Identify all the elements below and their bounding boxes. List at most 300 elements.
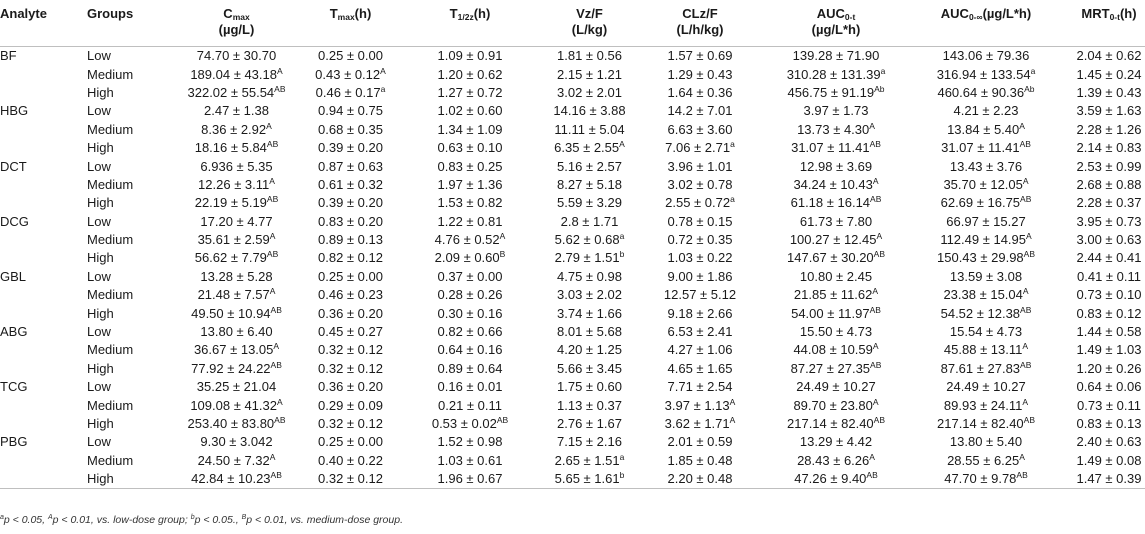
cell-value: 2.47 ± 1.38 — [204, 103, 269, 119]
cell-value: 13.73 ± 4.30 — [797, 121, 870, 137]
cell-auc0t — [758, 139, 914, 157]
header-thalf-unit: (h) — [473, 6, 491, 21]
cell-vzf — [537, 84, 642, 102]
header-tmax-text: T — [329, 6, 338, 21]
cell-cmax — [175, 378, 298, 396]
significance-mark: AB — [869, 139, 881, 150]
cell-value: 0.39 ± 0.20 — [318, 140, 383, 156]
significance-mark: A — [876, 231, 883, 242]
table-row — [0, 213, 1145, 231]
cell-auc0inf — [914, 102, 1058, 120]
cell-value: 0.29 ± 0.09 — [318, 397, 383, 413]
group-name: High — [87, 140, 114, 156]
cell-auc0t — [758, 470, 914, 489]
footnote-mark: B — [241, 514, 247, 521]
header-cmax-subscript: max — [232, 12, 250, 22]
cell-value: 310.28 ± 131.39 — [786, 66, 881, 82]
cell-value: 0.61 ± 0.32 — [318, 176, 383, 192]
significance-mark: a — [619, 231, 625, 242]
group-name: Medium — [87, 66, 134, 82]
cell-value: 0.37 ± 0.00 — [437, 268, 503, 284]
cell-value: 100.27 ± 12.45 — [789, 232, 877, 248]
cell-value: 13.29 ± 4.42 — [799, 434, 873, 450]
cell-tmax — [298, 360, 403, 378]
header-clzf-unit: (L/h/kg) — [676, 22, 724, 37]
cell-cmax — [175, 213, 298, 231]
cell-tmax — [298, 121, 403, 139]
table-row — [0, 470, 1145, 489]
cell-clzf — [642, 304, 758, 322]
cell-cmax — [175, 176, 298, 194]
cell-value: 5.16 ± 2.57 — [557, 158, 622, 174]
table-row — [0, 360, 1145, 378]
cell-vzf — [537, 304, 642, 322]
cell-value: 1.57 ± 0.69 — [667, 48, 733, 64]
cell-value: 35.25 ± 21.04 — [196, 379, 277, 395]
group-name: Low — [87, 379, 111, 395]
cell-value: 31.07 ± 11.41 — [941, 140, 1020, 156]
group-name: High — [87, 416, 114, 431]
cell-value: 0.32 ± 0.12 — [318, 471, 383, 487]
significance-mark: A — [872, 341, 879, 352]
group-name: Medium — [87, 397, 134, 413]
cell-value: 1.22 ± 0.81 — [437, 213, 503, 229]
cell-vzf — [537, 47, 642, 66]
header-vzf-text: Vz/F — [576, 6, 603, 21]
cell-auc0t — [758, 433, 914, 451]
cell-value: 3.62 ± 1.71 — [664, 416, 730, 431]
cell-thalf — [403, 415, 537, 433]
cell-auc0inf — [914, 139, 1058, 157]
significance-mark: A — [1019, 120, 1025, 131]
significance-mark: AB — [270, 304, 282, 315]
cell-thalf — [403, 378, 537, 396]
cell-value: 0.32 ± 0.12 — [318, 342, 383, 358]
significance-mark: AB — [870, 194, 882, 205]
group-name: Medium — [87, 232, 134, 248]
significance-mark: AB — [270, 359, 282, 370]
group-name: Low — [87, 324, 111, 340]
cell-value: 0.16 ± 0.01 — [437, 379, 503, 395]
cell-value: 0.83 ± 0.20 — [318, 213, 383, 229]
cell-vzf — [537, 415, 642, 433]
cell-value: 24.49 ± 10.27 — [796, 379, 876, 395]
cell-value: 1.52 ± 0.98 — [437, 434, 503, 450]
cell-value: 3.00 ± 0.63 — [1076, 232, 1142, 248]
footnote-mark: a — [0, 514, 4, 521]
group-name: Low — [87, 158, 111, 174]
cell-value: 0.63 ± 0.10 — [437, 140, 503, 156]
significance-mark: A — [273, 341, 280, 352]
cell-value: 89.93 ± 24.11 — [943, 397, 1023, 413]
header-auc0inf-text: AUC — [940, 6, 969, 21]
analyte-name — [0, 231, 87, 249]
cell-vzf — [537, 452, 642, 470]
analyte-name — [0, 65, 87, 83]
cell-value: 6.63 ± 3.60 — [667, 121, 733, 137]
group-name: Low — [87, 103, 111, 119]
significance-mark: AB — [873, 249, 885, 260]
cell-thalf — [403, 213, 537, 231]
significance-mark: A — [269, 231, 276, 242]
cell-value: 3.02 ± 0.78 — [667, 176, 733, 192]
analyte-name: PBG — [0, 434, 28, 450]
header-clzf-label — [677, 6, 724, 38]
significance-mark: AB — [1020, 194, 1032, 205]
analyte-name — [0, 396, 87, 414]
cell-clzf — [642, 415, 758, 433]
cell-vzf — [537, 102, 642, 120]
cell-mrt — [1058, 341, 1145, 359]
cell-value: 6.35 ± 2.55 — [554, 140, 620, 156]
significance-mark: AB — [266, 249, 279, 260]
group-name: Medium — [87, 121, 134, 137]
cell-value: 42.84 ± 10.23 — [191, 471, 271, 487]
cell-value: 35.70 ± 12.05 — [943, 176, 1023, 192]
cell-value: 7.06 ± 2.71 — [665, 140, 731, 156]
cell-value: 3.97 ± 1.73 — [803, 103, 869, 119]
cell-value: 0.83 ± 0.25 — [437, 158, 503, 174]
cell-thalf — [403, 176, 537, 194]
cell-thalf — [403, 84, 537, 102]
cell-vzf — [537, 341, 642, 359]
group-name: Medium — [87, 342, 134, 358]
cell-value: 2.14 ± 0.83 — [1076, 140, 1142, 156]
cell-value: 0.64 ± 0.16 — [437, 342, 503, 358]
significance-mark: B — [499, 249, 506, 260]
cell-mrt — [1058, 249, 1145, 267]
cell-thalf — [403, 286, 537, 304]
cell-value: 0.45 ± 0.27 — [318, 324, 383, 340]
header-row — [0, 0, 1145, 47]
header-auc0inf — [914, 0, 1058, 47]
significance-mark: A — [1022, 396, 1029, 407]
cell-auc0t — [758, 157, 914, 175]
cell-auc0t — [758, 286, 914, 304]
footnote-mark: b — [190, 514, 195, 521]
cell-value: 44.08 ± 10.59 — [793, 342, 873, 358]
footnote-text: p < 0.01, vs. medium-dose group. — [246, 514, 403, 526]
cell-value: 13.59 ± 3.08 — [949, 268, 1023, 284]
cell-value: 217.14 ± 82.40 — [787, 416, 874, 431]
significance-mark: A — [269, 286, 276, 297]
significance-mark: A — [619, 139, 625, 150]
footnote-text: p < 0.05., — [194, 514, 242, 526]
cell-auc0inf — [914, 194, 1058, 212]
header-auc0inf-unit: (µg/L*h) — [982, 6, 1032, 21]
analyte-name — [0, 139, 87, 157]
cell-value: 1.13 ± 0.37 — [557, 397, 622, 413]
significance-mark: b — [619, 249, 625, 260]
cell-value: 1.29 ± 0.43 — [667, 66, 733, 82]
cell-auc0inf — [914, 323, 1058, 341]
cell-tmax — [298, 470, 403, 489]
analyte-name: TCG — [0, 379, 28, 395]
significance-mark: AB — [1020, 359, 1032, 370]
cell-value: 5.59 ± 3.29 — [557, 195, 622, 211]
significance-mark: A — [1022, 286, 1029, 297]
cell-value: 0.30 ± 0.16 — [437, 305, 503, 321]
cell-mrt — [1058, 470, 1145, 489]
cell-mrt — [1058, 360, 1145, 378]
header-tmax-unit: (h) — [354, 6, 372, 21]
cell-tmax — [298, 341, 403, 359]
cell-clzf — [642, 121, 758, 139]
cell-value: 2.28 ± 0.37 — [1076, 195, 1142, 211]
cell-value: 1.44 ± 0.58 — [1076, 324, 1142, 340]
header-analyte-text: Analyte — [0, 6, 47, 21]
cell-value: 34.24 ± 10.43 — [793, 176, 873, 192]
group-name: Low — [87, 213, 111, 229]
cell-auc0inf — [914, 249, 1058, 267]
footnote-text: p < 0.05, — [3, 514, 48, 526]
cell-value: 1.45 ± 0.24 — [1076, 66, 1142, 82]
cell-auc0t — [758, 102, 914, 120]
cell-vzf — [537, 323, 642, 341]
header-vzf-unit: (L/kg) — [571, 22, 608, 37]
cell-mrt — [1058, 121, 1145, 139]
cell-value: 1.03 ± 0.61 — [437, 452, 503, 468]
cell-value: 0.83 ± 0.13 — [1076, 416, 1142, 431]
table-row — [0, 323, 1145, 341]
cell-clzf — [642, 470, 758, 489]
cell-value: 3.02 ± 2.01 — [557, 84, 622, 100]
cell-cmax — [175, 65, 298, 83]
cell-cmax — [175, 47, 298, 66]
analyte-name: HBG — [0, 103, 29, 119]
table-row — [0, 286, 1145, 304]
cell-vzf — [537, 231, 642, 249]
cell-clzf — [642, 360, 758, 378]
group-name: High — [87, 470, 175, 489]
header-vzf — [537, 0, 642, 47]
cell-mrt — [1058, 157, 1145, 175]
cell-value: 13.28 ± 5.28 — [200, 268, 273, 284]
analyte-name: DCT — [0, 158, 27, 174]
cell-value: 6.53 ± 2.41 — [667, 324, 733, 340]
significance-mark: a — [1030, 65, 1036, 76]
cell-tmax — [298, 84, 403, 102]
cell-value: 54.00 ± 11.97 — [791, 305, 870, 321]
cell-tmax — [298, 213, 403, 231]
cell-value: 2.44 ± 0.41 — [1076, 250, 1142, 266]
cell-value: 0.21 ± 0.11 — [438, 397, 502, 413]
cell-cmax — [175, 415, 298, 433]
table-row — [0, 121, 1145, 139]
cell-value: 2.8 ± 1.71 — [560, 213, 619, 229]
significance-mark: A — [380, 65, 386, 76]
cell-tmax — [298, 415, 403, 433]
cell-value: 2.04 ± 0.62 — [1076, 48, 1142, 64]
cell-value: 1.75 ± 0.60 — [557, 379, 622, 395]
cell-value: 0.36 ± 0.20 — [318, 379, 383, 395]
cell-value: 2.79 ± 1.51 — [554, 250, 620, 266]
cell-auc0inf — [914, 341, 1058, 359]
header-mrt-unit: (h) — [1119, 6, 1137, 21]
cell-value: 0.25 ± 0.00 — [318, 434, 383, 450]
cell-tmax — [298, 304, 403, 322]
cell-cmax — [175, 304, 298, 322]
cell-value: 0.32 ± 0.12 — [318, 416, 383, 431]
cell-vzf — [537, 433, 642, 451]
cell-tmax — [298, 378, 403, 396]
cell-value: 2.65 ± 1.51 — [554, 452, 620, 468]
cell-value: 15.50 ± 4.73 — [799, 324, 873, 340]
cell-cmax — [175, 452, 298, 470]
cell-mrt — [1058, 84, 1145, 102]
significance-mark: A — [1022, 341, 1029, 352]
cell-value: 0.36 ± 0.20 — [318, 305, 383, 321]
header-mrt — [1058, 0, 1145, 47]
cell-value: 4.21 ± 2.23 — [953, 103, 1019, 119]
cell-tmax — [298, 139, 403, 157]
table-row — [0, 378, 1145, 396]
cell-auc0inf — [914, 47, 1058, 66]
header-tmax-label — [330, 6, 372, 22]
cell-vzf — [537, 470, 642, 489]
cell-auc0inf — [914, 157, 1058, 175]
cell-vzf — [537, 360, 642, 378]
cell-value: 2.76 ± 1.67 — [557, 416, 622, 431]
header-thalf-text: T — [449, 6, 458, 21]
significance-mark: A — [1026, 231, 1032, 242]
cell-auc0inf — [914, 433, 1058, 451]
cell-value: 12.98 ± 3.69 — [799, 158, 873, 174]
cell-clzf — [642, 194, 758, 212]
cell-cmax — [175, 84, 298, 102]
cell-value: 3.97 ± 1.13 — [664, 397, 730, 413]
cell-value: 0.83 ± 0.12 — [1076, 305, 1142, 321]
cell-tmax — [298, 286, 403, 304]
cell-value: 1.20 ± 0.26 — [1076, 360, 1142, 376]
cell-value: 22.19 ± 5.19 — [194, 195, 267, 211]
significance-mark: A — [869, 451, 875, 462]
cell-value: 56.62 ± 7.79 — [194, 250, 267, 266]
group-name: Low — [87, 48, 111, 64]
analyte-name — [0, 415, 87, 433]
cell-value: 89.70 ± 23.80 — [793, 397, 873, 413]
group-name: High — [87, 195, 114, 211]
group-name: Medium — [87, 287, 134, 303]
cell-mrt — [1058, 286, 1145, 304]
header-clzf-text: CLz/F — [682, 6, 718, 21]
cell-value: 2.01 ± 0.59 — [667, 434, 733, 450]
cell-value: 0.25 ± 0.00 — [318, 268, 383, 284]
cell-auc0inf — [914, 396, 1058, 414]
group-name: Low — [87, 268, 111, 284]
cell-mrt — [1058, 47, 1145, 66]
cell-vzf — [537, 121, 642, 139]
cell-thalf — [403, 452, 537, 470]
cell-value: 0.72 ± 0.35 — [667, 232, 733, 248]
cell-value: 1.97 ± 1.36 — [437, 176, 503, 192]
table-row — [0, 157, 1145, 175]
cell-auc0inf — [914, 470, 1058, 489]
table-row — [0, 304, 1145, 322]
cell-value: 13.84 ± 5.40 — [947, 121, 1020, 137]
cell-value: 61.18 ± 16.14 — [790, 195, 871, 211]
cell-mrt — [1058, 213, 1145, 231]
header-auc0t-subscript: 0-t — [844, 12, 856, 22]
cell-value: 12.26 ± 3.11 — [198, 176, 270, 192]
cell-cmax — [175, 286, 298, 304]
significance-mark: AB — [1023, 415, 1035, 425]
cell-thalf — [403, 268, 537, 286]
cell-value: 13.80 ± 6.40 — [200, 324, 273, 340]
cell-cmax — [175, 194, 298, 212]
header-clzf — [642, 0, 758, 47]
cell-clzf — [642, 378, 758, 396]
cell-thalf — [403, 396, 537, 414]
cell-cmax — [175, 231, 298, 249]
cell-value: 17.20 ± 4.77 — [200, 213, 273, 229]
cell-thalf — [403, 102, 537, 120]
cell-value: 62.69 ± 16.75 — [940, 195, 1021, 211]
cell-value: 9.18 ± 2.66 — [667, 305, 733, 321]
group-name: High — [87, 84, 114, 100]
cell-thalf — [403, 231, 537, 249]
cell-value: 0.87 ± 0.63 — [318, 158, 383, 174]
group-name: High — [87, 250, 114, 266]
table-row — [0, 415, 1145, 433]
cell-tmax — [298, 47, 403, 66]
cell-value: 3.03 ± 2.02 — [557, 287, 622, 303]
header-thalf — [403, 0, 537, 47]
cell-value: 1.47 ± 0.39 — [1076, 471, 1142, 487]
cell-value: 5.62 ± 0.68 — [554, 232, 620, 248]
cell-cmax — [175, 121, 298, 139]
cell-value: 47.70 ± 9.78 — [944, 471, 1017, 487]
cell-vzf — [537, 65, 642, 83]
significance-mark: AB — [1016, 470, 1028, 481]
header-cmax — [175, 0, 298, 47]
cell-value: 109.08 ± 41.32 — [190, 397, 277, 413]
cell-auc0inf — [914, 121, 1058, 139]
footnote-text: p < 0.01, vs. low-dose group; — [52, 514, 191, 526]
cell-value: 0.53 ± 0.02 — [431, 416, 497, 431]
cell-clzf — [642, 323, 758, 341]
cell-value: 143.06 ± 79.36 — [942, 48, 1030, 64]
cell-value: 2.68 ± 0.88 — [1076, 176, 1142, 192]
cell-auc0t — [758, 268, 914, 286]
cell-thalf — [403, 341, 537, 359]
cell-value: 4.20 ± 1.25 — [557, 342, 622, 358]
cell-value: 24.50 ± 7.32 — [197, 452, 270, 468]
significance-mark: a — [619, 451, 625, 462]
table-row — [0, 47, 1145, 66]
cell-mrt — [1058, 176, 1145, 194]
cell-value: 13.80 ± 5.40 — [949, 434, 1023, 450]
cell-value: 28.43 ± 6.26 — [797, 452, 870, 468]
cell-value: 3.59 ± 1.63 — [1076, 103, 1142, 119]
cell-mrt — [1058, 102, 1145, 120]
header-groups-label — [87, 6, 133, 22]
cell-mrt — [1058, 323, 1145, 341]
cell-auc0t — [758, 194, 914, 212]
table-row — [0, 249, 1145, 267]
significance-mark: AB — [266, 194, 279, 205]
cell-value: 11.11 ± 5.04 — [554, 121, 625, 137]
cell-clzf — [642, 231, 758, 249]
cell-value: 0.41 ± 0.11 — [1077, 268, 1141, 284]
cell-auc0t — [758, 176, 914, 194]
cell-clzf — [642, 396, 758, 414]
cell-value: 0.40 ± 0.22 — [318, 452, 383, 468]
table-row — [0, 84, 1145, 102]
header-thalf-subscript: 1/2z — [457, 12, 474, 22]
cell-value: 1.03 ± 0.22 — [667, 250, 733, 266]
cell-cmax — [175, 396, 298, 414]
